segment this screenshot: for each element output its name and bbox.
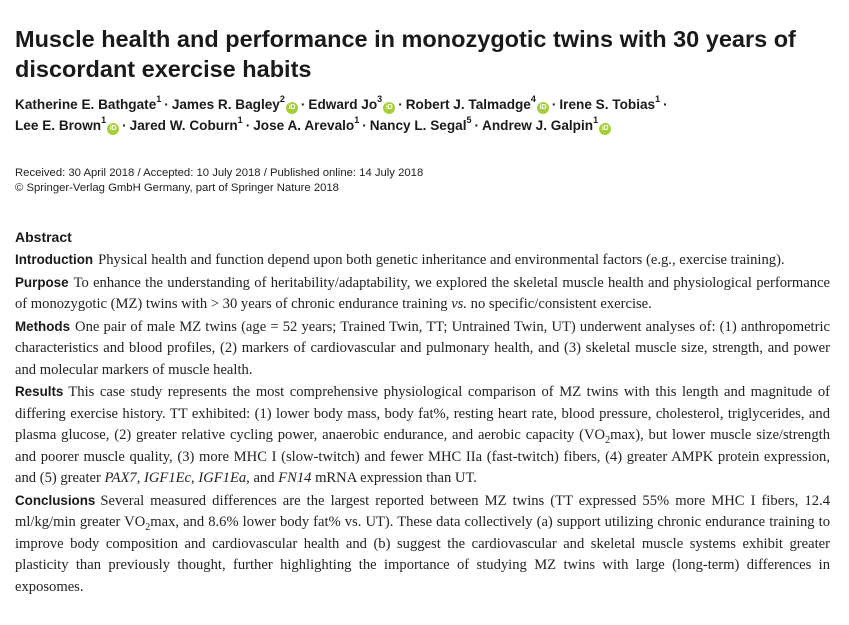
author-separator: · bbox=[362, 118, 367, 133]
author-separator: · bbox=[474, 118, 480, 133]
author-list bbox=[15, 94, 835, 136]
abstract-body bbox=[15, 249, 830, 598]
author-separator: · bbox=[663, 97, 668, 112]
publication-info bbox=[15, 166, 835, 196]
author-separator: · bbox=[122, 118, 127, 133]
author[interactable]: Jose A. Arevalo$^1$ bbox=[253, 115, 360, 133]
author-separator: · bbox=[164, 97, 169, 112]
author-separator: · bbox=[245, 118, 251, 133]
author-separator: · bbox=[398, 97, 403, 112]
section-label: Conclusions bbox=[15, 492, 96, 508]
copyright-line: © Springer-Verlag GmbH Germany, part of Springer Nature 2018 bbox=[15, 182, 339, 194]
author[interactable]: Robert J. Talmadge$^4$iD bbox=[406, 97, 549, 112]
orcid-icon[interactable]: iD bbox=[383, 102, 395, 114]
section-label: Methods bbox=[15, 318, 71, 334]
author[interactable]: Andrew J. Galpin$^1$iD bbox=[482, 118, 611, 133]
abstract-purpose: Purpose To enhance the understanding of heritability/adaptability, we explored the skeletal muscle health and physiological performance of monozygotic (MZ) twins with > 30 years of chronic endurance training vs. no specific/consistent exercise. bbox=[15, 274, 830, 312]
abstract-results: Results This case study represents the most comprehensive physiological comparison of MZ twins with this length and magnitude of differing exercise history. TT exhibited: (1) lower body mass, body fat%, resting heart rate, blood pressure, cholesterol, triglycerides, and plasma glucose, (2) greater relative cycling power, anaerobic endurance, and aerobic capacity $(VO_2\max)$, but lower muscle size/strength and poorer muscle quality, (3) more MHC I (slow-twitch) and fewer MHC IIa (fast-twitch) fibers, (4) greater AMPK protein expression, and (5) greater PAX7, IGF1Ec, IGF1Ea, and FN14 mRNA expression than UT. bbox=[15, 384, 830, 486]
abstract-methods: Methods One pair of male MZ twins (age = 52 years; Trained Twin, TT; Untrained Twin, UT) underwent analyses of: (1) anthropometric characteristics and blood profiles, (2) markers of cardiovascular and pulmonary health, and (3) skeletal muscle size, strength, and power and molecular markers of muscle health. bbox=[15, 318, 830, 378]
abstract-heading: Abstract bbox=[15, 229, 72, 245]
section-label: Introduction bbox=[15, 252, 94, 267]
author[interactable]: Jared W. Coburn$^1$ bbox=[129, 115, 243, 133]
author[interactable]: Nancy L. Segal$^5$ bbox=[369, 115, 472, 133]
author-separator: · bbox=[551, 97, 557, 112]
orcid-icon[interactable]: iD bbox=[107, 123, 119, 135]
abstract-introduction: Introduction Physical health and function depend upon both genetic inheritance and environmental factors (e.g., exercise training). bbox=[15, 252, 785, 268]
publication-dates: Received: 30 April 2018 / Accepted: 10 July 2018 / Published online: 14 July 2018 bbox=[15, 167, 424, 179]
orcid-icon[interactable]: iD bbox=[537, 102, 549, 114]
orcid-icon[interactable]: iD bbox=[286, 102, 298, 114]
author[interactable]: Lee E. Brown$^1$iD bbox=[15, 118, 119, 133]
author[interactable]: Irene S. Tobias$^1$ bbox=[559, 94, 661, 112]
author[interactable]: Edward Jo$^3$iD bbox=[308, 97, 395, 112]
section-label: Results bbox=[15, 384, 64, 399]
abstract-conclusions: Conclusions Several measured differences are the largest reported between MZ twins (TT expressed 55% more MHC I fibers, 12.4 ml/kg/min greater $VO_2\max$, and 8.6% lower body fat% vs. UT). These data collectively (a) support utilizing chronic endurance training to improve body composition and cardiovascular health and (b) suggest the cardiovascular and skeletal muscle systems exhibit greater plasticity than previously thought, further highlighting the importance of studying MZ twins with large (long-term) differences in exposomes. bbox=[15, 492, 831, 595]
article-title: Muscle health and performance in monozygotic twins with 30 years of discordant exercise habits bbox=[15, 25, 796, 82]
author[interactable]: James R. Bagley$^2$iD bbox=[172, 97, 298, 112]
orcid-icon[interactable]: iD bbox=[599, 123, 611, 135]
author[interactable]: Katherine E. Bathgate$^1$ bbox=[15, 94, 162, 112]
section-label: Purpose bbox=[15, 274, 69, 290]
author-separator: · bbox=[300, 97, 306, 112]
